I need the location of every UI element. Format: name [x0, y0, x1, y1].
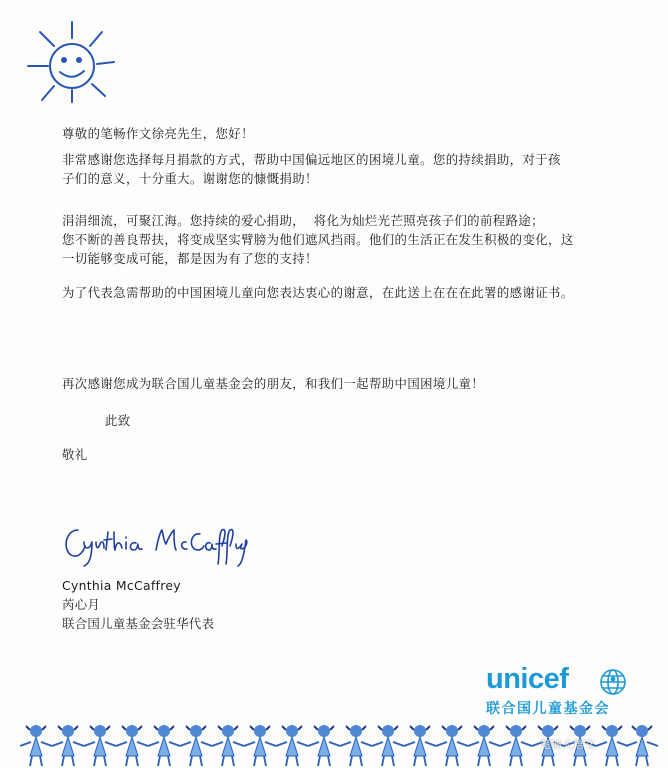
paragraph-3: 为了代表急需帮助的中国困境儿童向您表达衷心的谢意，在此送上在在在此署的感谢证书。: [62, 285, 574, 300]
unicef-logo: [486, 664, 646, 718]
paragraph-4: 再次感谢您成为联合国儿童基金会的朋友，和我们一起帮助中国困境儿童！: [62, 376, 485, 391]
signer-block: [62, 576, 214, 633]
paragraph-1: [62, 150, 622, 188]
logo-chinese-name: 联合国儿童基金会: [486, 701, 610, 717]
signature-icon: [60, 520, 250, 570]
paragraph-2-line-3: 一切能够变成可能，都是因为有了您的支持！: [62, 251, 318, 266]
paragraph-2-line-2: 您不断的善良帮扶，将变成坚实臂膀为他们遮风挡雨。他们的生活正在发生积极的变化，这: [62, 232, 574, 247]
paragraph-1-line-2: 子们的意义，十分重大。谢谢您的慷慨捐助！: [62, 171, 318, 186]
closing-line-1: 此致: [105, 413, 131, 428]
signer-name-en: Cynthia McCaffrey: [62, 578, 181, 593]
salutation: 尊敬的笔畅作文徐亮先生，您好！: [62, 126, 254, 141]
logo-wordmark: unicef: [486, 663, 569, 695]
paragraph-2: [62, 211, 622, 268]
signer-title: 联合国儿童基金会驻华代表: [62, 616, 215, 631]
watermark: 笔畅大语文: [540, 738, 595, 751]
signer-name-cn: 芮心月: [62, 597, 101, 612]
unicef-globe-icon: [598, 667, 628, 697]
closing-line-2: 敬礼: [62, 447, 88, 462]
paragraph-1-line-1: 非常感谢您选择每月捐款的方式，帮助中国偏远地区的困境儿童。您的持续捐助，对于孩: [62, 152, 561, 167]
paragraph-2-line-1: 涓涓细流，可聚江海。您持续的爱心捐助， 将化为灿烂光芒照亮孩子们的前程路途；: [62, 213, 544, 228]
sun-icon: [10, 14, 120, 104]
